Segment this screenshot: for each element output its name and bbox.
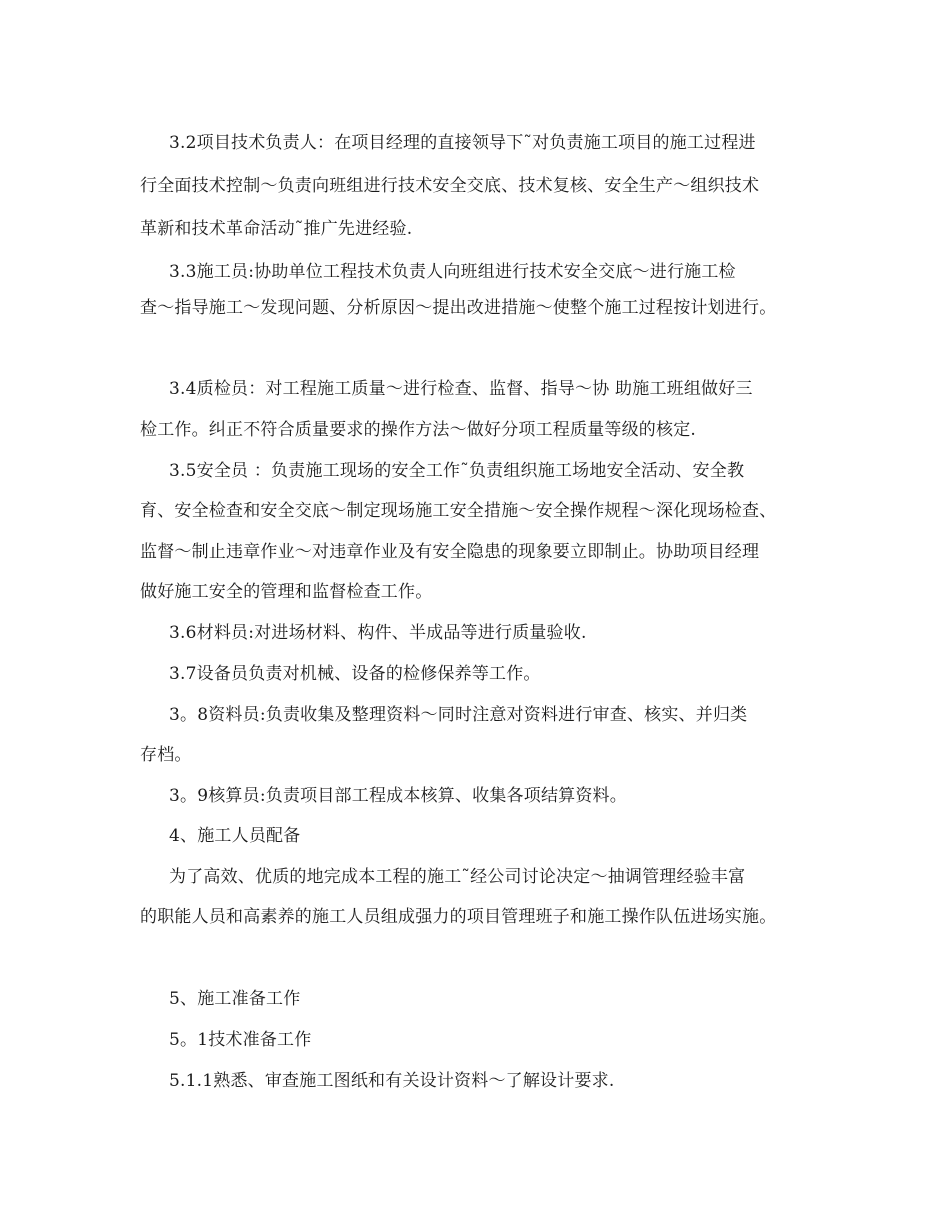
text-line: 3.2项目技术负责人：在项目经理的直接领导下˜对负责施工项目的施工过程进	[169, 133, 756, 153]
text-line: 3.4质检员：对工程施工质量～进行检查、监督、指导～协 助施工班组做好三	[169, 379, 753, 399]
text-line: 为了高效、优质的地完成本工程的施工˜经公司讨论决定～抽调管理经验丰富	[169, 867, 746, 887]
text-line: 做好施工安全的管理和监督检查工作。	[140, 582, 433, 602]
section-heading: 5、施工准备工作	[169, 989, 301, 1009]
section-heading: 4、施工人员配备	[169, 826, 301, 846]
text-line: 3。9核算员:负责项目部工程成本核算、收集各项结算资料。	[169, 786, 627, 806]
text-line: 3.6材料员:对进场材料、构件、半成品等进行质量验收.	[169, 623, 587, 643]
text-line: 行全面技术控制～负责向班组进行技术安全交底、技术复核、安全生产～组织技术	[140, 176, 760, 196]
text-line: 存档。	[140, 745, 192, 765]
text-line: 3。8资料员:负责收集及整理资料～同时注意对资料进行审查、核实、并归类	[169, 705, 748, 725]
text-line: 3.3施工员:协助单位工程技术负责人向班组进行技术安全交底～进行施工检	[169, 262, 736, 282]
text-line: 革新和技术革命活动˜推广先进经验.	[140, 219, 413, 239]
text-line: 3.7设备员负责对机械、设备的检修保养等工作。	[169, 664, 541, 684]
text-line: 的职能人员和高素养的施工人员组成强力的项目管理班子和施工操作队伍进场实施。	[140, 907, 777, 927]
text-line: 3.5安全员 ：负责施工现场的安全工作˜负责组织施工场地安全活动、安全教	[169, 461, 745, 481]
text-line: 监督～制止违章作业～对违章作业及有安全隐患的现象要立即制止。协助项目经理	[140, 542, 760, 562]
text-line: 检工作。纠正不符合质量要求的操作方法～做好分项工程质量等级的核定.	[140, 420, 697, 440]
subsection-heading: 5。1技术准备工作	[169, 1030, 312, 1050]
text-line: 育、安全检查和安全交底～制定现场施工安全措施～安全操作规程～深化现场检查、	[140, 501, 777, 521]
text-line: 5.1.1熟悉、审查施工图纸和有关设计资料～了解设计要求.	[169, 1071, 615, 1091]
text-line: 查～指导施工～发现问题、分析原因～提出改进措施～使整个施工过程按计划进行。	[140, 298, 777, 318]
